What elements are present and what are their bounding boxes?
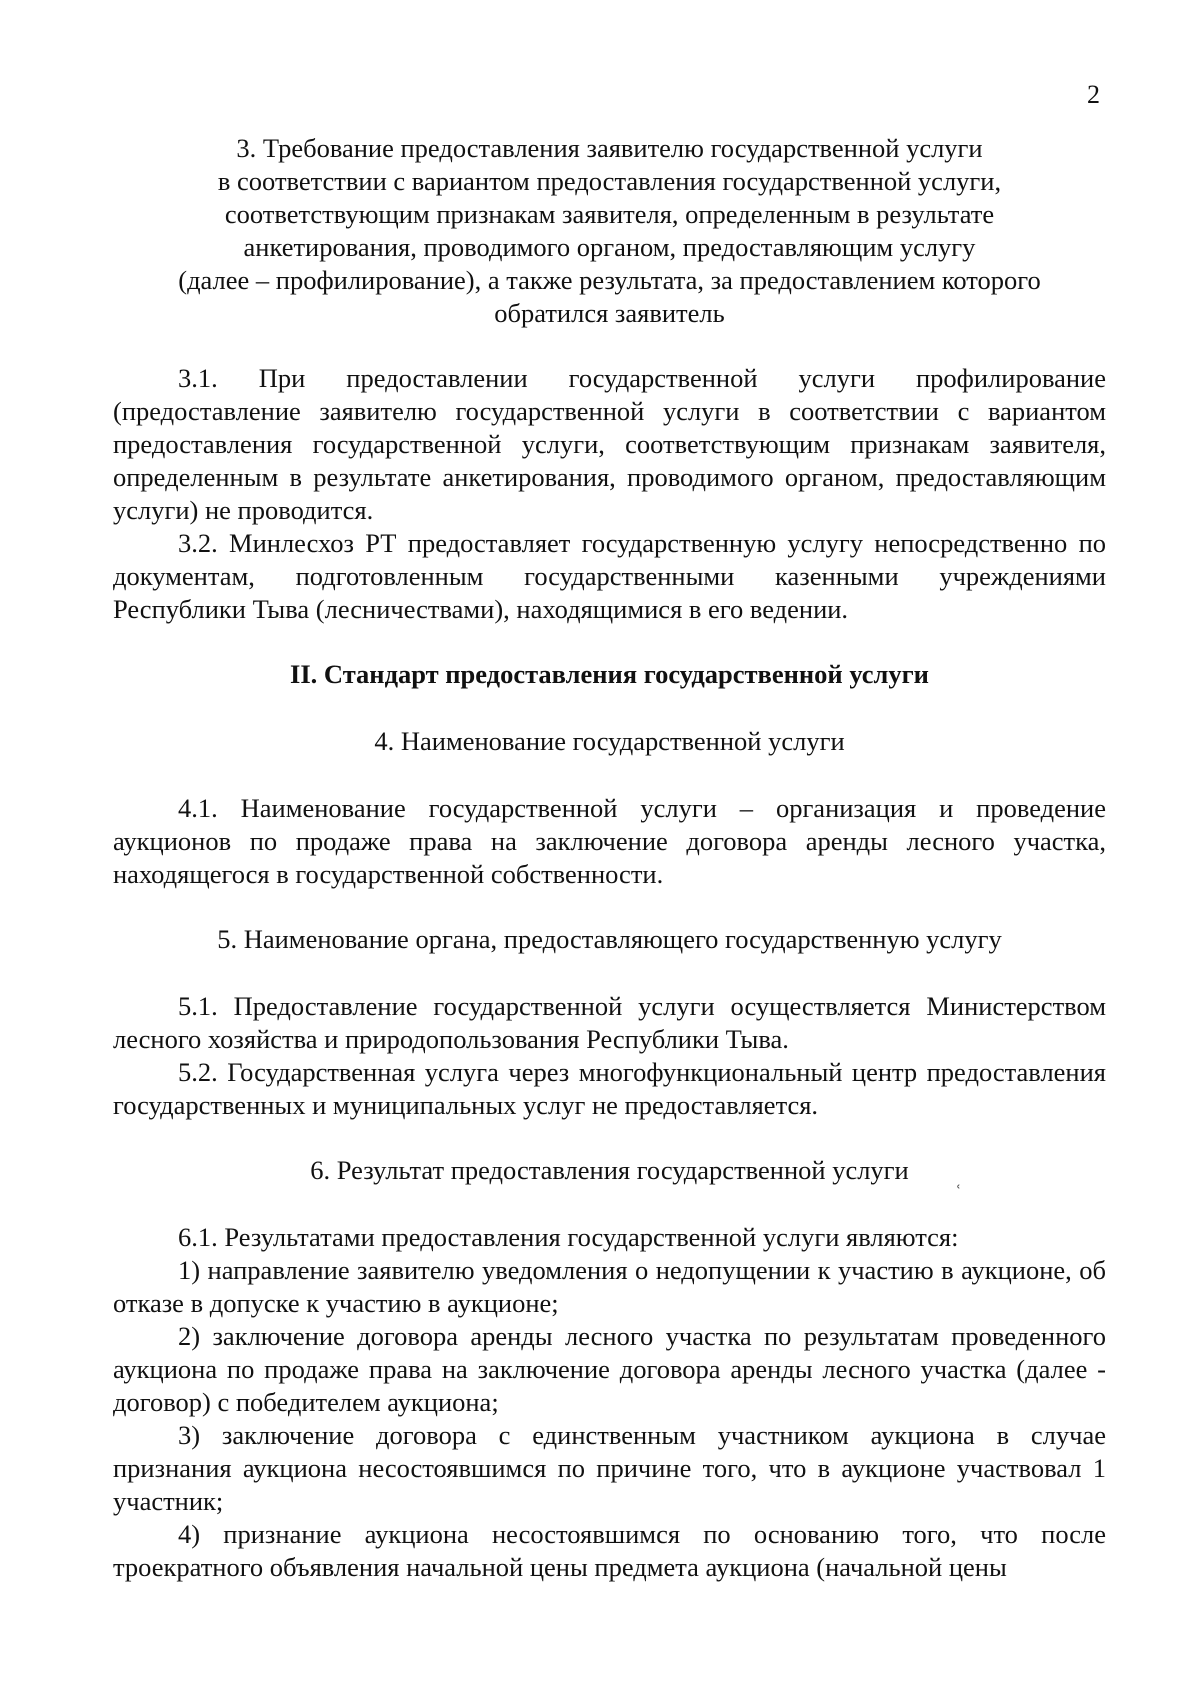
page-number: 2 [1087, 80, 1100, 109]
section-2-title: II. Стандарт предоставления государственной услуги [290, 659, 929, 689]
list-item-2: 2) заключение договора аренды лесного участка по результатам проведенного аукциона по продаже права на заключение договора аренды лесного участка (далее - договор) с победителем аукциона; [113, 1321, 1106, 1417]
list-item-1: 1) направление заявителю уведомления о недопущении к участию в аукционе, об отказе в допуске к участию в аукционе; [113, 1255, 1106, 1318]
paragraph-4-1: 4.1. Наименование государственной услуги – организация и проведение аукционов по продаже права на заключение договора аренды лесного участка, находящегося в государственной собственности. [113, 793, 1106, 889]
paragraph-5-1: 5.1. Предоставление государственной услуги осуществляется Министерством лесного хозяйства и природопользования Республики Тыва. [113, 991, 1106, 1054]
section-6-title: 6. Результат предоставления государственной услуги [310, 1155, 909, 1185]
paragraph-3-2: 3.2. Минлесхоз РТ предоставляет государственную услугу непосредственно по документам, подготовленным государственными казенными учреждениями Республики Тыва (лесничествами), находящимися в его ведении. [113, 528, 1106, 624]
paragraph-3-1: 3.1. При предоставлении государственной услуги профилирование (предоставление заявителю государственной услуги в соответствии с вариантом предоставления государственной услуги, соответствующим признакам заявителя, определенным в результате анкетирования, проводимого органом, предоставляющим услуги) не проводится. [113, 363, 1106, 525]
section-4-title: 4. Наименование государственной услуги [374, 726, 845, 756]
paragraph-6-1: 6.1. Результатами предоставления государственной услуги являются: [178, 1222, 959, 1252]
heading-line: соответствующим признакам заявителя, определенным в результате [224, 199, 995, 229]
heading-line: (далее – профилирование), а также результата, за предоставлением которого [178, 265, 1041, 295]
section-5-title: 5. Наименование органа, предоставляющего государственную услугу [217, 924, 1002, 954]
document-body [113, 132, 1106, 1584]
scan-artifact-mark: ʿ [955, 1182, 962, 1204]
heading-line: 3. Требование предоставления заявителю государственной услуги [236, 133, 983, 163]
heading-line: обратился заявитель [494, 298, 725, 328]
heading-line: анкетирования, проводимого органом, предоставляющим услугу [243, 232, 976, 262]
list-item-3: 3) заключение договора с единственным участником аукциона в случае признания аукциона несостоявшимся по причине того, что в аукционе участвовал 1 участник; [113, 1420, 1106, 1516]
heading-line: в соответствии с вариантом предоставления государственной услуги, [217, 166, 1002, 196]
section-3-heading [113, 132, 1106, 330]
paragraph-5-2: 5.2. Государственная услуга через многофункциональный центр предоставления государственных и муниципальных услуг не предоставляется. [113, 1057, 1106, 1120]
list-item-4: 4) признание аукциона несостоявшимся по основанию того, что после троекратного объявления начальной цены предмета аукциона (начальной цены [113, 1519, 1106, 1582]
